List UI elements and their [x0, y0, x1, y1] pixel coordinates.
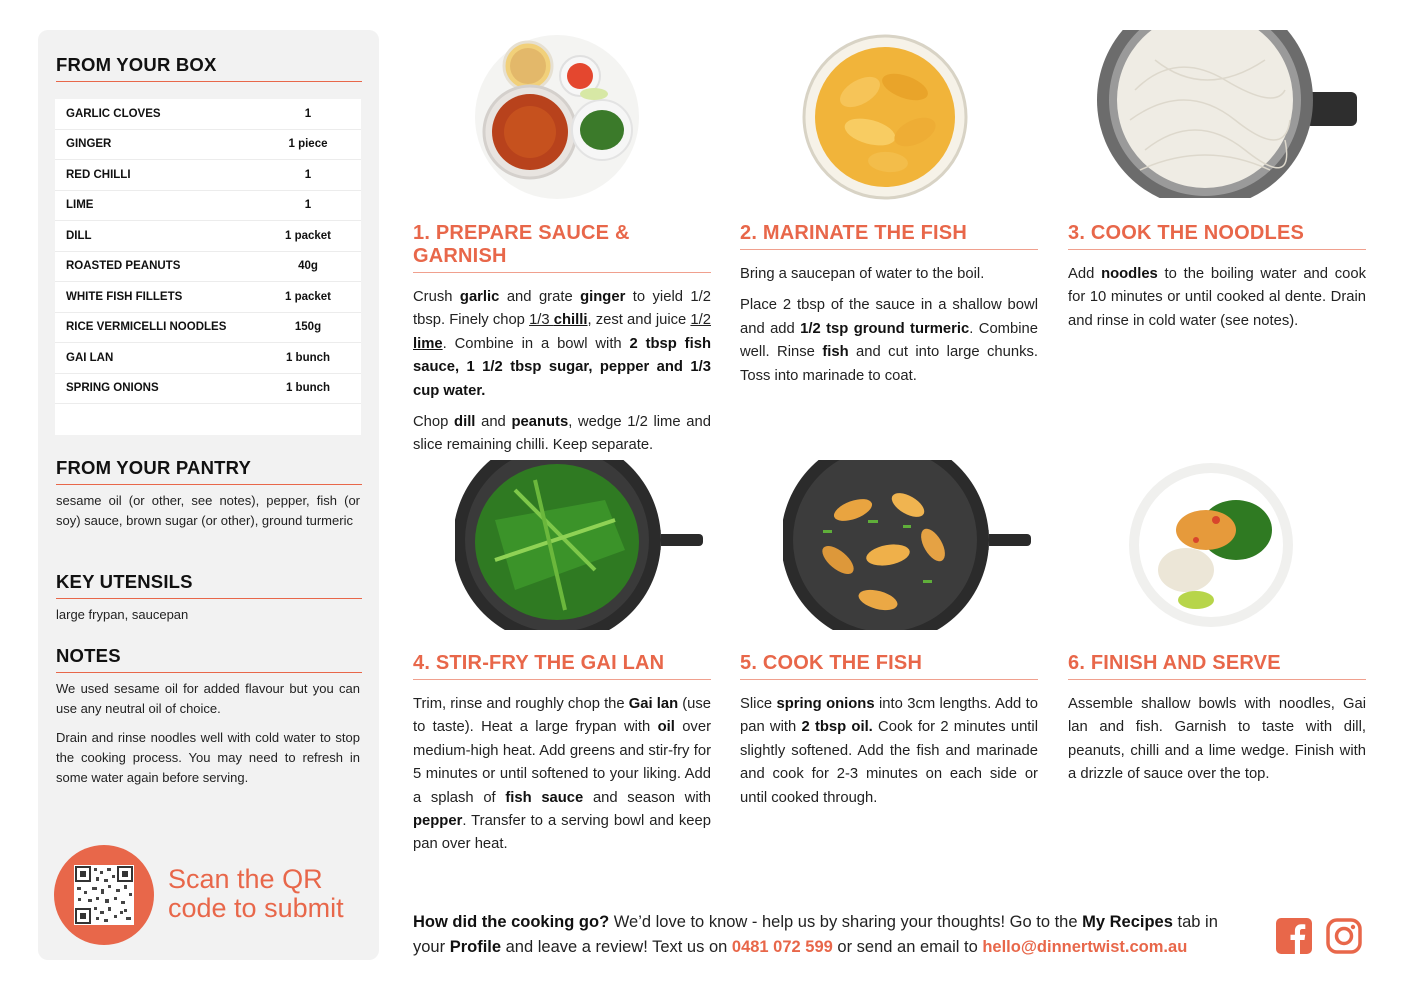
- utensils-text: large frypan, saucepan: [56, 607, 189, 622]
- step-6-title: 6. FINISH AND SERVE: [1068, 652, 1366, 680]
- qr-instruction: Scan the QR code to submit: [168, 864, 344, 923]
- ingredient-row: GARLIC CLOVES 1: [55, 99, 361, 130]
- key-utensils-heading: KEY UTENSILS: [56, 571, 362, 599]
- step-6-image: [1126, 460, 1296, 630]
- qr-code-badge[interactable]: [54, 845, 154, 945]
- step-2-body: Bring a saucepan of water to the boil. Place 2 tbsp of the sauce in a shallow bowl and add 1/2 tsp ground turmeric. Combine well. Rinse fish and cut into large chunks. Toss into marinade to coat.: [740, 266, 1038, 384]
- step-1-title: 1. PREPARE SAUCE & GARNISH: [413, 222, 711, 273]
- qr-code-icon: [74, 865, 134, 925]
- note-1: We used sesame oil for added flavour but you can use any neutral oil of choice.: [56, 681, 360, 716]
- ingredient-row: LIME 1: [55, 191, 361, 222]
- step-4-image: [455, 460, 705, 630]
- sidebar: [38, 30, 379, 960]
- step-4-body: Trim, rinse and roughly chop the Gai lan (use to taste). Heat a large frypan with oil over medium-high heat. Add greens and stir-fry for 5 minutes or until softened to your liking. Add a splash of fish sauce and season with pepper. Transfer to a serving bowl and keep pan over heat.: [413, 696, 712, 853]
- step-4-title: 4. STIR-FRY THE GAI LAN: [413, 652, 711, 680]
- step-3-body: Add noodles to the boiling water and cook for 10 minutes or until cooked al dente. Drain and rinse in cold water (see notes).: [1068, 266, 1366, 329]
- instagram-icon[interactable]: [1326, 918, 1362, 954]
- ingredient-row: SPRING ONIONS 1 bunch: [55, 374, 361, 405]
- phone-link[interactable]: 0481 072 599: [731, 938, 833, 956]
- step-1-image: [472, 32, 642, 202]
- facebook-icon[interactable]: [1276, 918, 1312, 954]
- ingredient-row: DILL 1 packet: [55, 221, 361, 252]
- feedback-footer: How did the cooking go? We’d love to know - help us by sharing your thoughts! Go to the My Recipes tab in your Profile and leave a review! Text us on 0481 072 599 or send an email to hello@dinnertwist.com.au: [413, 913, 1218, 956]
- step-5-body: Slice spring onions into 3cm lengths. Add to pan with 2 tbsp oil. Cook for 2 minutes until slightly softened. Add the fish and marinade and cook for 2-3 minutes on each side or until cooked through.: [740, 696, 1039, 806]
- step-1-body: Crush garlic and grate ginger to yield 1/2 tbsp. Finely chop 1/3 chilli, zest and juice 1/2 lime. Combine in a bowl with 2 tbsp fish sauce, 1 1/2 tbsp sugar, pepper and 1/3 cup water. Chop dill and peanuts, wedge 1/2 lime and slice remaining chilli. Keep separate.: [413, 289, 711, 454]
- ingredient-row: RICE VERMICELLI NOODLES 150g: [55, 313, 361, 344]
- ingredient-row: WHITE FISH FILLETS 1 packet: [55, 282, 361, 313]
- ingredient-row: RED CHILLI 1: [55, 160, 361, 191]
- note-2: Drain and rinse noodles well with cold water to stop the cooking process. You may need to refresh in some water again before serving.: [56, 730, 360, 785]
- pantry-text: sesame oil (or other, see notes), pepper, fish (or soy) sauce, brown sugar (or other), ground turmeric: [56, 493, 360, 528]
- notes-heading: NOTES: [56, 645, 362, 673]
- ingredient-row: GINGER 1 piece: [55, 130, 361, 161]
- ingredient-table: [55, 99, 361, 435]
- email-link[interactable]: hello@dinnertwist.com.au: [982, 938, 1188, 956]
- step-5-image: [783, 460, 1033, 630]
- step-6-body: Assemble shallow bowls with noodles, Gai lan and fish. Garnish to taste with dill, peanuts, chilli and a lime wedge. Finish with a drizzle of sauce over the top.: [1068, 696, 1366, 783]
- ingredient-row: ROASTED PEANUTS 40g: [55, 252, 361, 283]
- step-2-title: 2. MARINATE THE FISH: [740, 222, 1038, 250]
- from-your-pantry-heading: FROM YOUR PANTRY: [56, 457, 362, 485]
- step-5-title: 5. COOK THE FISH: [740, 652, 1038, 680]
- step-3-title: 3. COOK THE NOODLES: [1068, 222, 1366, 250]
- step-2-image: [800, 32, 970, 202]
- step-3-image: [1095, 30, 1357, 198]
- ingredient-row: GAI LAN 1 bunch: [55, 343, 361, 374]
- from-your-box-heading: FROM YOUR BOX: [56, 54, 362, 82]
